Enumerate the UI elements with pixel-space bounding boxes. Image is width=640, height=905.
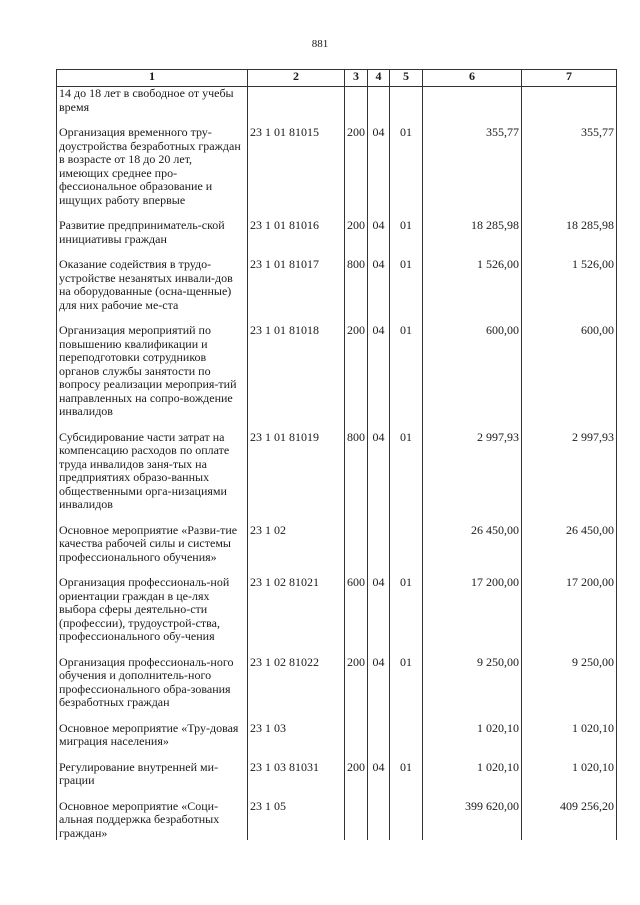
spacer-cell (368, 419, 390, 431)
row-col-5: 01 (390, 324, 423, 419)
row-code: 23 1 02 (248, 524, 345, 565)
table-row (57, 87, 617, 115)
spacer-cell (368, 749, 390, 761)
table-row (57, 761, 617, 788)
header-col-3: 3 (345, 70, 368, 87)
spacer-cell (248, 749, 345, 761)
row-col-3 (345, 524, 368, 565)
header-col-5: 5 (390, 70, 423, 87)
spacer-cell (390, 710, 423, 722)
row-value-6: 1 020,10 (423, 761, 522, 788)
row-value-7: 1 020,10 (522, 722, 617, 749)
row-value-6: 1 020,10 (423, 722, 522, 749)
spacer-cell (248, 788, 345, 800)
row-code: 23 1 01 81015 (248, 126, 345, 207)
row-spacer (57, 749, 617, 761)
row-spacer (57, 788, 617, 800)
table-row (57, 126, 617, 207)
table-row (57, 524, 617, 565)
row-col-3: 800 (345, 431, 368, 512)
row-name: Организация мероприятий по повышению квалификации и переподготовки сотрудников органов службы занятости по вопросу реализации мероприя-тий направленных на сопро-вождение инвалидов (57, 324, 248, 419)
spacer-cell (423, 788, 522, 800)
row-code: 23 1 01 81016 (248, 219, 345, 246)
spacer-cell (390, 644, 423, 656)
table-row (57, 431, 617, 512)
row-value-6: 9 250,00 (423, 656, 522, 710)
row-col-5: 01 (390, 126, 423, 207)
row-col-3: 200 (345, 324, 368, 419)
spacer-cell (423, 512, 522, 524)
row-code: 23 1 05 (248, 800, 345, 841)
spacer-cell (522, 644, 617, 656)
row-name: Развитие предприниматель-ской инициативы граждан (57, 219, 248, 246)
spacer-cell (423, 419, 522, 431)
spacer-cell (345, 788, 368, 800)
row-name: Основное мероприятие «Разви-тие качества рабочей силы и системы профессионального обучения» (57, 524, 248, 565)
row-value-6: 2 997,93 (423, 431, 522, 512)
row-col-5: 01 (390, 258, 423, 312)
row-code: 23 1 02 81021 (248, 576, 345, 644)
spacer-cell (522, 788, 617, 800)
header-col-4: 4 (368, 70, 390, 87)
spacer-cell (522, 749, 617, 761)
table-row (57, 324, 617, 419)
spacer-cell (390, 788, 423, 800)
spacer-cell (57, 788, 248, 800)
row-col-4: 04 (368, 431, 390, 512)
row-name: Основное мероприятие «Соци-альная поддержка безработных граждан» (57, 800, 248, 841)
row-value-7: 26 450,00 (522, 524, 617, 565)
row-col-4 (368, 800, 390, 841)
row-col-5 (390, 87, 423, 115)
row-name: Организация профессиональ-ного обучения и дополнитель-ного профессионального обра-зования безработных граждан (57, 656, 248, 710)
row-value-6: 399 620,00 (423, 800, 522, 841)
table-row (57, 800, 617, 841)
row-col-4 (368, 87, 390, 115)
row-col-3: 200 (345, 126, 368, 207)
row-name: Регулирование внутренней ми-грации (57, 761, 248, 788)
row-col-3: 600 (345, 576, 368, 644)
spacer-cell (57, 749, 248, 761)
spacer-cell (423, 644, 522, 656)
row-col-5 (390, 524, 423, 565)
row-value-7: 600,00 (522, 324, 617, 419)
row-col-4 (368, 722, 390, 749)
row-name: Субсидирование части затрат на компенсацию расходов по оплате труда инвалидов заня-тых на предприятиях образо-ванных общественными орга-низациями инвалидов (57, 431, 248, 512)
row-col-3 (345, 800, 368, 841)
spacer-cell (522, 419, 617, 431)
spacer-cell (368, 644, 390, 656)
spacer-cell (57, 419, 248, 431)
row-col-3: 200 (345, 656, 368, 710)
spacer-cell (368, 710, 390, 722)
row-name: Организация профессиональ-ной ориентации граждан в це-лях выбора сферы деятельно-сти (профессии), трудоустрой-ства, профессионального обу-чения (57, 576, 248, 644)
spacer-cell (57, 710, 248, 722)
row-name: 14 до 18 лет в свободное от учебы время (57, 87, 248, 115)
row-col-3 (345, 87, 368, 115)
row-value-7: 1 020,10 (522, 761, 617, 788)
spacer-cell (522, 512, 617, 524)
spacer-cell (368, 788, 390, 800)
row-value-7: 2 997,93 (522, 431, 617, 512)
table-row (57, 258, 617, 312)
row-value-6 (423, 87, 522, 115)
row-col-4: 04 (368, 219, 390, 246)
row-col-4: 04 (368, 656, 390, 710)
row-col-3 (345, 722, 368, 749)
row-value-7: 1 526,00 (522, 258, 617, 312)
row-col-5 (390, 722, 423, 749)
row-col-5: 01 (390, 431, 423, 512)
row-value-7: 355,77 (522, 126, 617, 207)
row-value-7 (522, 87, 617, 115)
row-col-3: 200 (345, 219, 368, 246)
row-spacer (57, 512, 617, 524)
spacer-cell (248, 710, 345, 722)
spacer-cell (423, 749, 522, 761)
row-col-4 (368, 524, 390, 565)
row-col-4: 04 (368, 126, 390, 207)
spacer-cell (248, 419, 345, 431)
row-value-6: 1 526,00 (423, 258, 522, 312)
header-col-7: 7 (522, 70, 617, 87)
row-col-4: 04 (368, 258, 390, 312)
row-name: Организация временного тру-доустройства безработных граждан в возрасте от 18 до 20 лет, имеющих среднее про-фессиональное образование и ищущих работу впервые (57, 126, 248, 207)
header-col-1: 1 (57, 70, 248, 87)
spacer-cell (345, 644, 368, 656)
row-value-6: 18 285,98 (423, 219, 522, 246)
spacer-cell (390, 749, 423, 761)
row-code (248, 87, 345, 115)
row-value-6: 600,00 (423, 324, 522, 419)
row-value-7: 17 200,00 (522, 576, 617, 644)
table-row (57, 576, 617, 644)
header-row (57, 70, 617, 87)
spacer-cell (345, 419, 368, 431)
row-value-7: 9 250,00 (522, 656, 617, 710)
header-col-2: 2 (248, 70, 345, 87)
spacer-cell (57, 512, 248, 524)
row-spacer (57, 710, 617, 722)
row-col-5: 01 (390, 576, 423, 644)
spacer-cell (390, 419, 423, 431)
row-spacer (57, 419, 617, 431)
spacer-cell (345, 512, 368, 524)
spacer-cell (423, 710, 522, 722)
row-value-7: 409 256,20 (522, 800, 617, 841)
row-value-7: 18 285,98 (522, 219, 617, 246)
row-col-4: 04 (368, 324, 390, 419)
row-value-6: 355,77 (423, 126, 522, 207)
spacer-cell (390, 512, 423, 524)
row-code: 23 1 02 81022 (248, 656, 345, 710)
spacer-cell (345, 749, 368, 761)
row-code: 23 1 01 81019 (248, 431, 345, 512)
header-col-6: 6 (423, 70, 522, 87)
row-spacer (57, 644, 617, 656)
row-col-4: 04 (368, 761, 390, 788)
row-code: 23 1 03 (248, 722, 345, 749)
spacer-cell (248, 644, 345, 656)
row-col-5 (390, 800, 423, 841)
row-code: 23 1 01 81018 (248, 324, 345, 419)
row-col-3: 800 (345, 258, 368, 312)
spacer-cell (522, 710, 617, 722)
row-col-4: 04 (368, 576, 390, 644)
spacer-cell (248, 512, 345, 524)
page-number: 881 (311, 38, 329, 50)
table-body (57, 87, 617, 841)
budget-table (56, 69, 617, 840)
row-col-5: 01 (390, 761, 423, 788)
row-name: Основное мероприятие «Тру-довая миграция населения» (57, 722, 248, 749)
spacer-cell (57, 644, 248, 656)
spacer-cell (368, 512, 390, 524)
table-row (57, 722, 617, 749)
row-name: Оказание содействия в трудо-устройстве незанятых инвали-дов на оборудованные (осна-щенные) для них рабочие ме-ста (57, 258, 248, 312)
row-code: 23 1 03 81031 (248, 761, 345, 788)
row-col-5: 01 (390, 219, 423, 246)
row-col-5: 01 (390, 656, 423, 710)
table-row (57, 219, 617, 246)
spacer-cell (345, 710, 368, 722)
table-row (57, 656, 617, 710)
row-value-6: 17 200,00 (423, 576, 522, 644)
row-code: 23 1 01 81017 (248, 258, 345, 312)
row-value-6: 26 450,00 (423, 524, 522, 565)
row-col-3: 200 (345, 761, 368, 788)
